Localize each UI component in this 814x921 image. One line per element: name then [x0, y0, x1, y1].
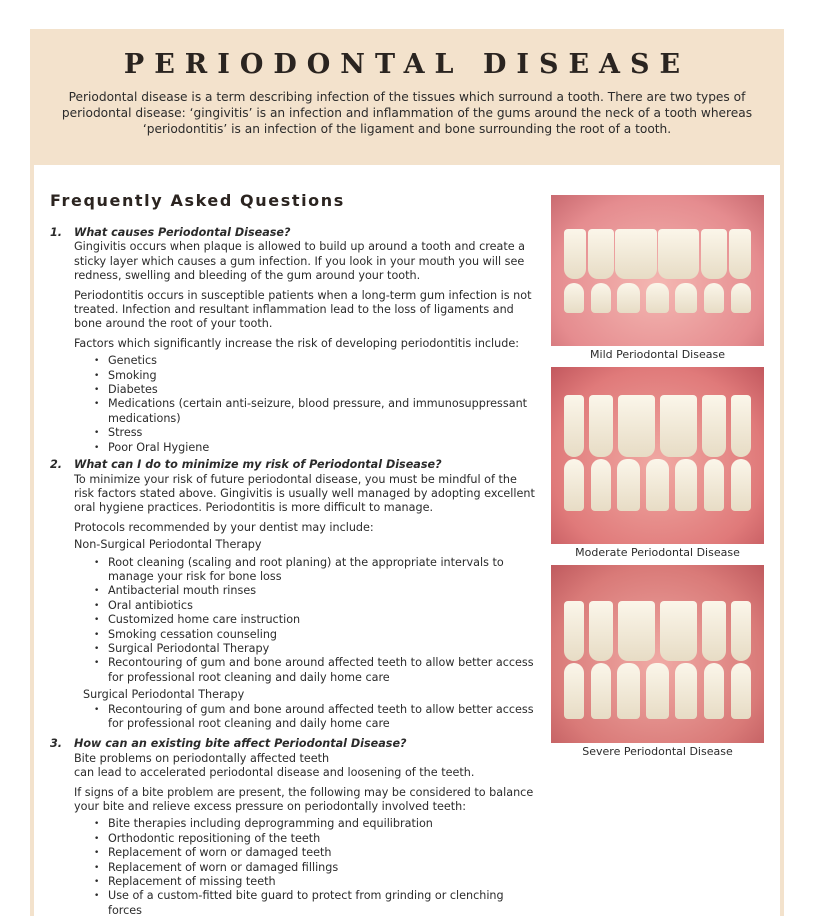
- list-item: • Use of a custom-fitted bite guard to protect from grinding or clenching forces: [108, 889, 540, 918]
- photo-caption: Severe Periodontal Disease: [582, 745, 733, 758]
- faq-list: [50, 226, 540, 921]
- list-item: • Replacement of worn or damaged teeth: [108, 846, 540, 860]
- page-title: PERIODONTAL DISEASE: [123, 49, 691, 80]
- list-item: • Smoking cessation counseling: [108, 628, 540, 642]
- question-number: 1.: [50, 226, 63, 239]
- upper-teeth: [564, 601, 751, 661]
- answer-1: [74, 240, 540, 455]
- list-item: • Recontouring of gum and bone around affected teeth to allow better access for professional root cleaning and daily home care: [108, 656, 540, 685]
- surgical-label: Surgical Periodontal Therapy: [83, 688, 245, 702]
- answer-paragraph: To minimize your risk of future periodontal disease, you must be mindful of the risk factors stated above. Gingivitis is usually well managed by adopting excellent oral hygiene practices. Periodontitis is more difficult to manage.: [74, 472, 535, 515]
- list-item: • Smoking: [108, 369, 540, 383]
- list-item: • Poor Oral Hygiene: [108, 441, 540, 455]
- lower-teeth: [564, 459, 751, 511]
- list-item: • Bite therapies including deprogramming and equilibration: [108, 817, 540, 831]
- photo-caption: Mild Periodontal Disease: [590, 348, 725, 361]
- list-item: • Replacement of worn or damaged fillings: [108, 861, 540, 875]
- question-text: What causes Periodontal Disease?: [74, 226, 291, 239]
- answer-paragraph: Factors which significantly increase the risk of developing periodontitis include:: [74, 336, 520, 350]
- upper-teeth: [564, 395, 751, 457]
- question-text: What can I do to minimize my risk of Periodontal Disease?: [74, 458, 442, 472]
- list-item: • Diabetes: [108, 383, 540, 397]
- surgical-list: [108, 703, 540, 732]
- photo-column: [551, 195, 764, 764]
- faq-heading: Frequently Asked Questions: [50, 191, 345, 210]
- nonsurgical-list: [108, 556, 540, 686]
- lower-teeth: [564, 283, 751, 313]
- list-item: • Orthodontic repositioning of the teeth: [108, 832, 540, 846]
- question-number: 3.: [50, 737, 63, 751]
- answer-paragraph: If signs of a bite problem are present, the following may be considered to balance your bite and relieve excess pressure on periodontally involved teeth:: [74, 785, 534, 814]
- answer-paragraph: Protocols recommended by your dentist may include:: [74, 520, 374, 534]
- mild-periodontal-photo: [551, 195, 764, 346]
- list-item: • Medications (certain anti-seizure, blood pressure, and immunosuppressant medications): [108, 397, 540, 426]
- answer-3: [74, 752, 540, 918]
- answer-2: [74, 473, 540, 732]
- bite-therapy-list: [108, 817, 540, 918]
- moderate-periodontal-photo: [551, 367, 764, 544]
- list-item: • Replacement of missing teeth: [108, 875, 540, 889]
- question-text: How can an existing bite affect Periodontal Disease?: [74, 737, 407, 751]
- upper-teeth: [564, 229, 751, 279]
- photo-caption: Moderate Periodontal Disease: [575, 546, 740, 559]
- list-item: • Surgical Periodontal Therapy: [108, 642, 540, 656]
- list-item: • Root cleaning (scaling and root planing) at the appropriate intervals to manage your risk for bone loss: [108, 556, 540, 585]
- question-3: [50, 737, 540, 751]
- header-banner: [34, 29, 780, 165]
- answer-paragraph: can lead to accelerated periodontal disease and loosening of the teeth.: [74, 766, 475, 780]
- question-1: [50, 226, 540, 240]
- answer-paragraph: Gingivitis occurs when plaque is allowed to build up around a tooth and create a sticky layer which causes a gum infection. If you look in your mouth you will see redness, swelling and bleeding of the gum around your tooth.: [74, 240, 526, 283]
- page: [30, 29, 784, 916]
- question-2: [50, 458, 540, 472]
- intro-text: Periodontal disease is a term describing infection of the tissues which surround a tooth. There are two types of periodontal disease: ‘gingivitis’ is an infection and inflammation of the gums around the neck of a tooth whereas ‘periodontitis’ is an infection of the ligament and bone surrounding the root of a tooth.: [61, 90, 753, 136]
- answer-paragraph: Bite problems on periodontally affected teeth: [74, 751, 330, 765]
- list-item: • Recontouring of gum and bone around affected teeth to allow better access for professional root cleaning and daily home care: [108, 703, 540, 732]
- list-item: • Genetics: [108, 354, 540, 368]
- list-item: • Customized home care instruction: [108, 613, 540, 627]
- lower-teeth: [564, 663, 751, 719]
- answer-paragraph: Periodontitis occurs in susceptible patients when a long-term gum infection is not treated. Infection and resultant inflammation lead to the loss of ligaments and bone around the root of your tooth.: [74, 288, 532, 331]
- nonsurgical-label: Non-Surgical Periodontal Therapy: [74, 538, 262, 552]
- severe-periodontal-photo: [551, 565, 764, 743]
- risk-factor-list: [108, 354, 540, 455]
- list-item: • Oral antibiotics: [108, 599, 540, 613]
- list-item: • Antibacterial mouth rinses: [108, 584, 540, 598]
- question-number: 2.: [50, 458, 63, 472]
- list-item: • Stress: [108, 426, 540, 440]
